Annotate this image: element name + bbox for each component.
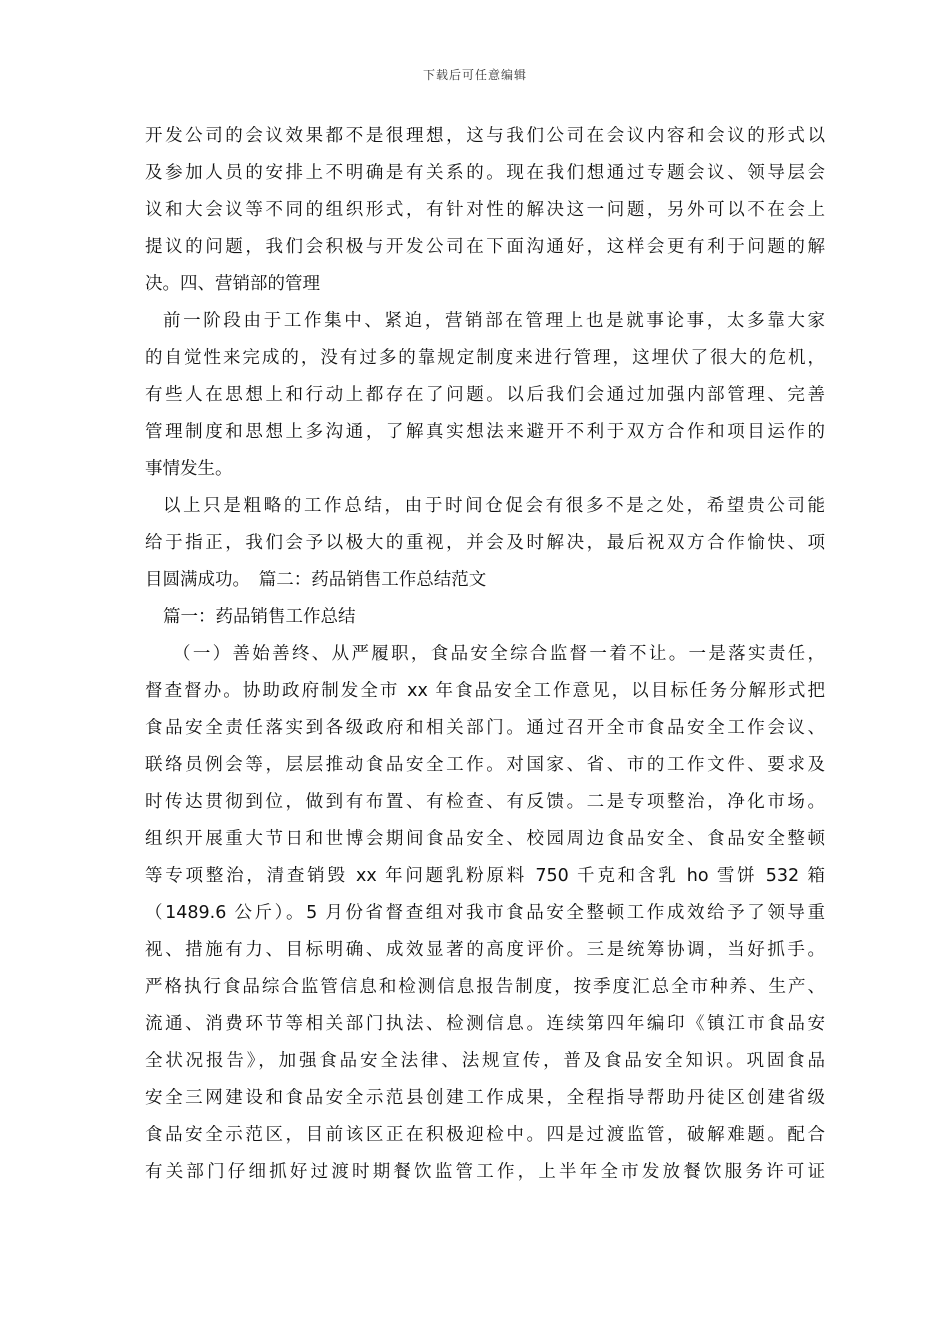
text-line: 联络员例会等，层层推动食品安全工作。对国家、省、市的工作文件、要求及 <box>145 755 825 775</box>
text-line: （1489.6 公斤）。5 月份省督查组对我市食品安全整顿工作成效给予了领导重 <box>145 903 825 923</box>
text-line: 篇一：药品销售工作总结 <box>163 607 356 627</box>
text-line: （一）善始善终、从严履职，食品安全综合监督一着不让。一是落实责任， <box>173 644 825 664</box>
text-line: 以上只是粗略的工作总结，由于时间仓促会有很多不是之处，希望贵公司能 <box>163 496 825 516</box>
text-line: 全状况报告》，加强食品安全法律、法规宣传，普及食品安全知识。巩固食品 <box>145 1051 825 1071</box>
text-line: 管理制度和思想上多沟通，了解真实想法来避开不利于双方合作和项目运作的 <box>145 422 825 442</box>
text-line: 督查督办。协助政府制发全市 xx 年食品安全工作意见，以目标任务分解形式把 <box>145 681 825 701</box>
text-line: 时传达贯彻到位，做到有布置、有检查、有反馈。二是专项整治，净化市场。 <box>145 792 825 812</box>
text-line: 目圆满成功。 篇二：药品销售工作总结范文 <box>145 570 487 590</box>
text-line: 有关部门仔细抓好过渡时期餐饮监管工作，上半年全市发放餐饮服务许可证 <box>145 1162 825 1182</box>
text-line: 提议的问题，我们会积极与开发公司在下面沟通好，这样会更有利于问题的解 <box>145 237 825 257</box>
text-line: 事情发生。 <box>145 459 233 479</box>
text-line: 的自觉性来完成的，没有过多的靠规定制度来进行管理，这埋伏了很大的危机， <box>145 348 825 368</box>
text-line: 决。四、营销部的管理 <box>145 274 320 294</box>
text-line: 食品安全示范区，目前该区正在积极迎检中。四是过渡监管，破解难题。配合 <box>145 1125 825 1145</box>
text-line: 组织开展重大节日和世博会期间食品安全、校园周边食品安全、食品安全整顿 <box>145 829 825 849</box>
document-body <box>145 118 825 1191</box>
text-line: 有些人在思想上和行动上都存在了问题。以后我们会通过加强内部管理、完善 <box>145 385 825 405</box>
text-line: 前一阶段由于工作集中、紧迫，营销部在管理上也是就事论事，太多靠大家 <box>163 311 825 331</box>
text-line: 视、措施有力、目标明确、成效显著的高度评价。三是统筹协调，当好抓手。 <box>145 940 825 960</box>
text-line: 严格执行食品综合监管信息和检测信息报告制度，按季度汇总全市种养、生产、 <box>145 977 825 997</box>
text-line: 食品安全责任落实到各级政府和相关部门。通过召开全市食品安全工作会议、 <box>145 718 825 738</box>
text-line: 等专项整治，清查销毁 xx 年问题乳粉原料 750 千克和含乳 ho 雪饼 532 箱 <box>145 866 825 886</box>
text-line: 及参加人员的安排上不明确是有关系的。现在我们想通过专题会议、领导层会 <box>145 163 825 183</box>
text-line: 给于指正，我们会予以极大的重视，并会及时解决，最后祝双方合作愉快、项 <box>145 533 825 553</box>
text-line: 议和大会议等不同的组织形式，有针对性的解决这一问题，另外可以不在会上 <box>145 200 825 220</box>
text-line: 流通、消费环节等相关部门执法、检测信息。连续第四年编印《镇江市食品安 <box>145 1014 825 1034</box>
text-line: 安全三网建设和食品安全示范县创建工作成果，全程指导帮助丹徒区创建省级 <box>145 1088 825 1108</box>
text-line: 开发公司的会议效果都不是很理想，这与我们公司在会议内容和会议的形式以 <box>145 126 825 146</box>
page-header-note: 下载后可任意编辑 <box>422 68 527 82</box>
